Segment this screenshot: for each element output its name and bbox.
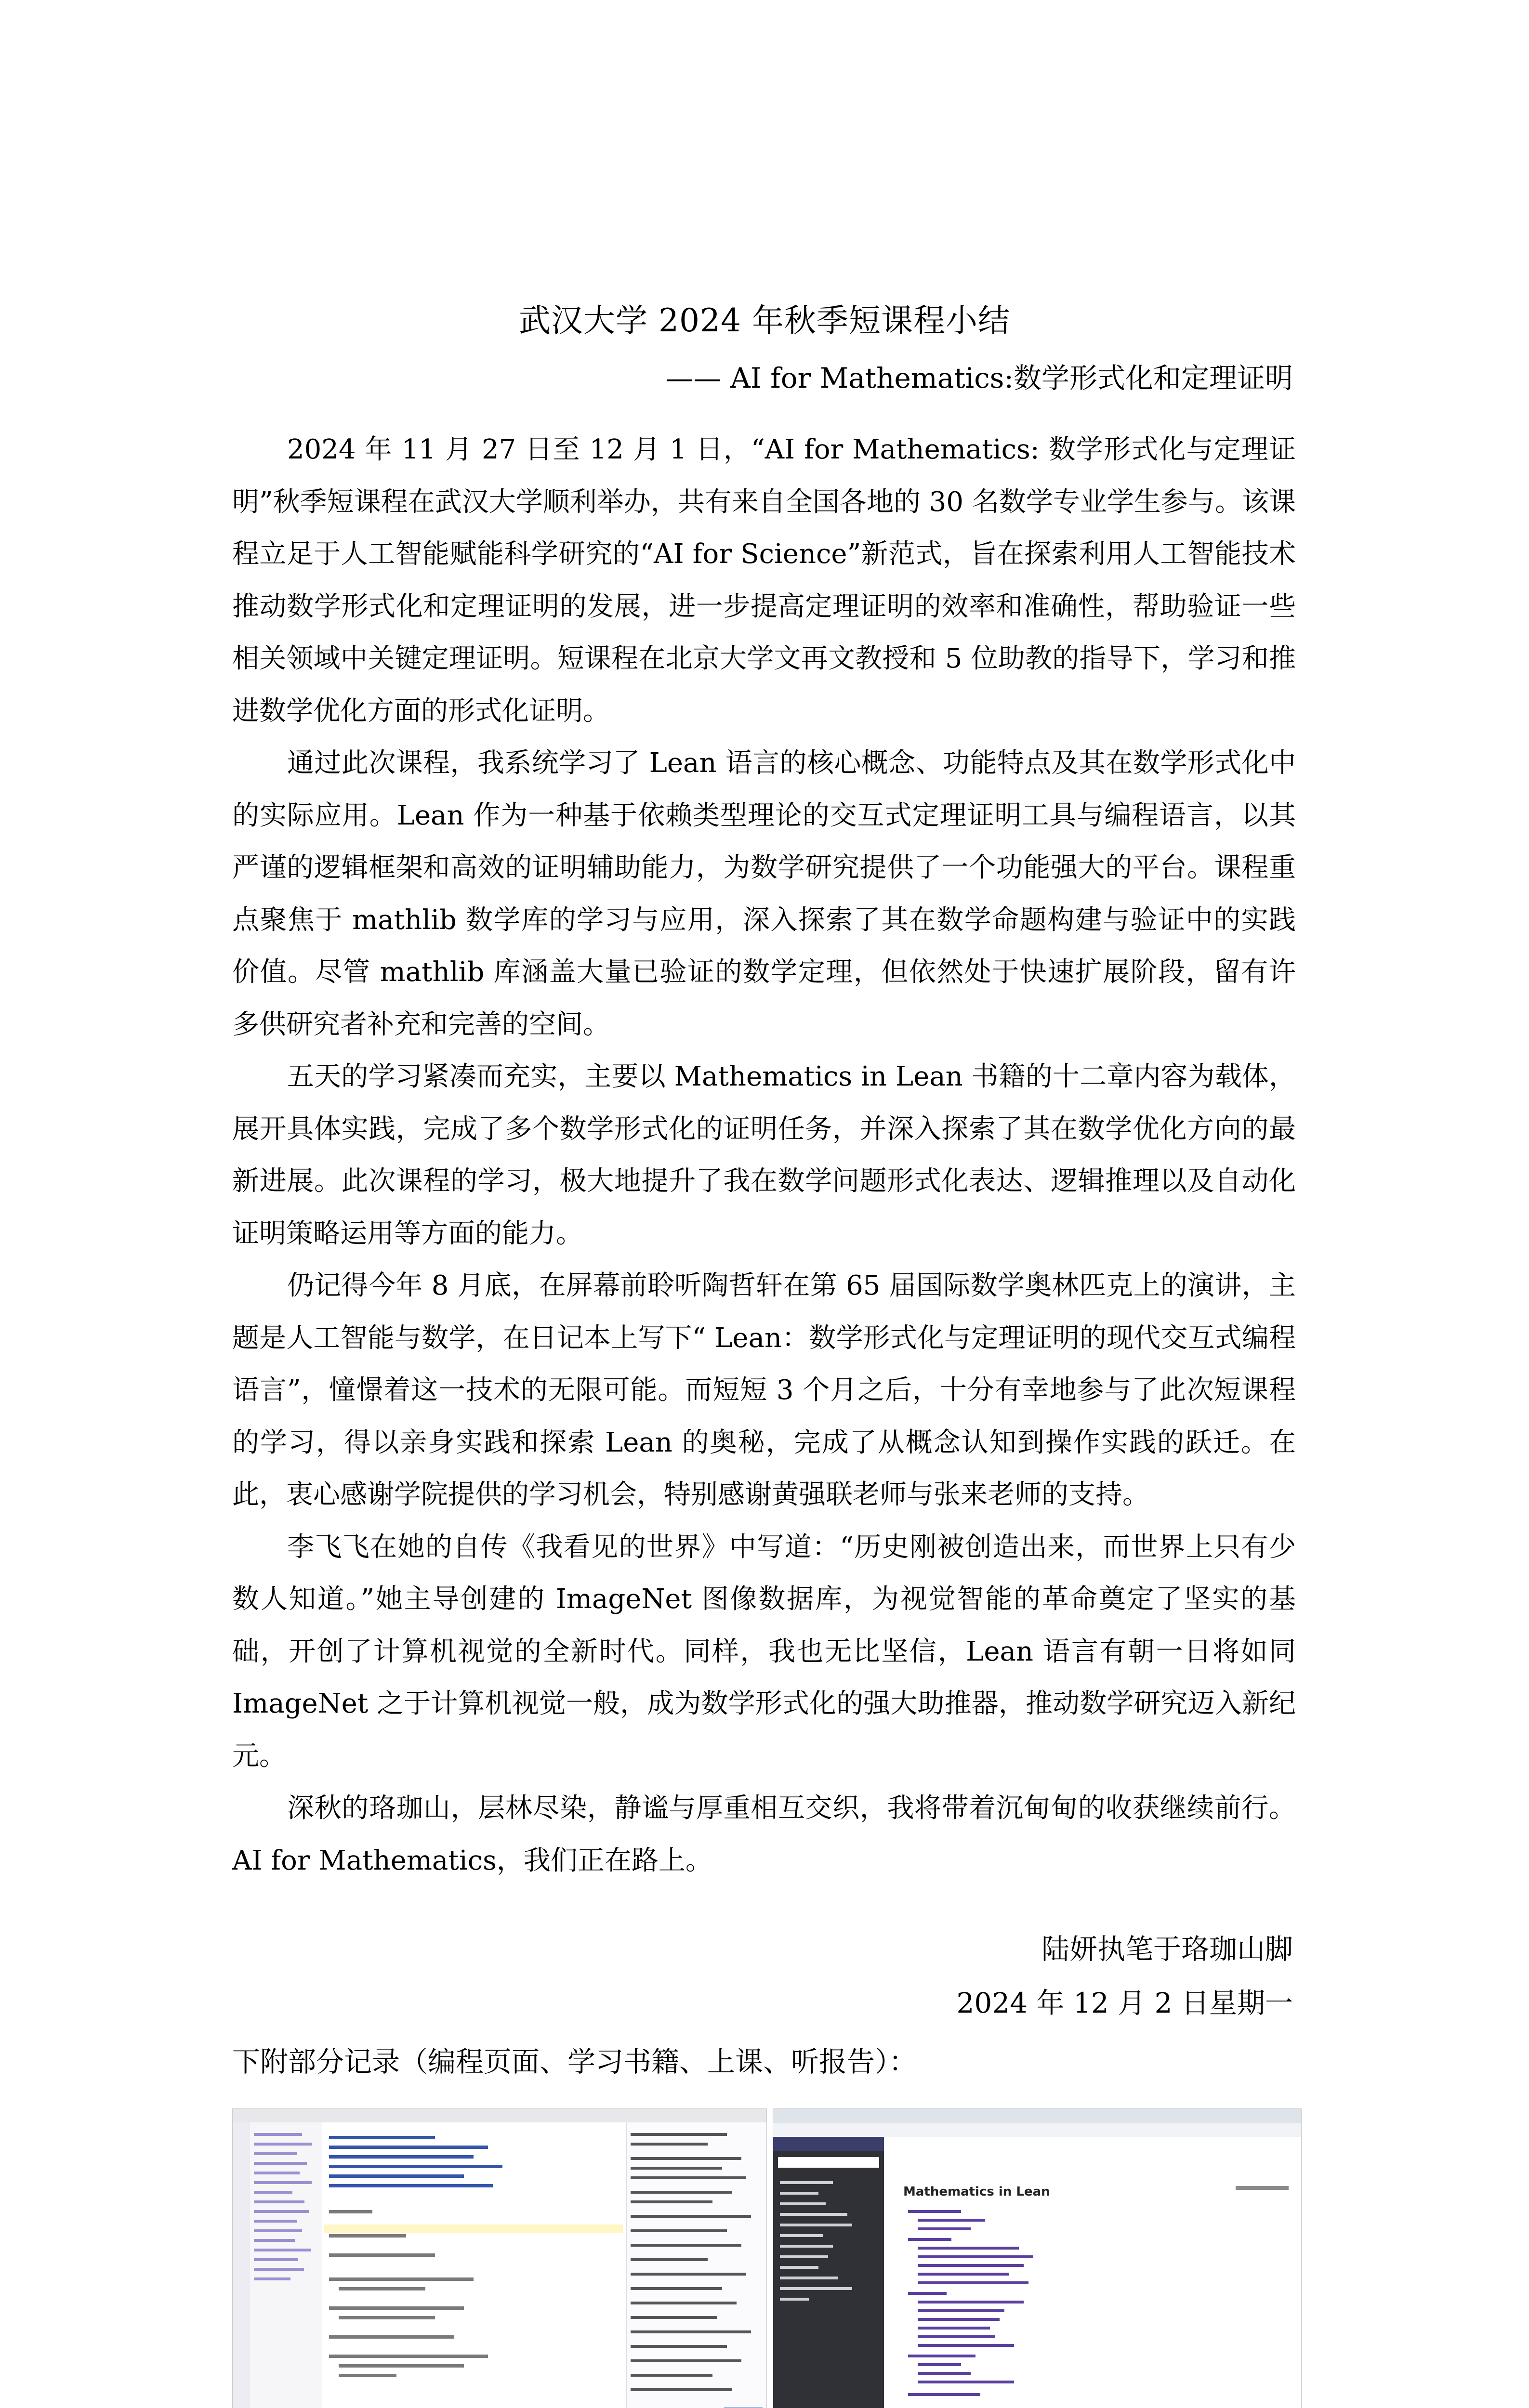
attachment-caption: 下附部分记录（编程页面、学习书籍、上课、听报告）： xyxy=(232,2045,917,2078)
vscode-illustration xyxy=(233,2109,766,2408)
paragraph: 李飞飞在她的自传《我看见的世界》中写道：“历史刚被创造出来，而世界上只有少数人知道。”她主导创建的 ImageNet 图像数据库，为视觉智能的革命奠定了坚实的基础，开创了计算机视觉的全新时代。同样，我也无比坚信，Lean 语言有朝一日将如同 ImageNet 之于计算机视觉一般，成为数学形式化的强大助推器，推动数学研究迈入新纪元。 xyxy=(232,1531,1296,1772)
paragraph: 通过此次课程，我系统学习了 Lean 语言的核心概念、功能特点及其在数学形式化中的实际应用。Lean 作为一种基于依赖类型理论的交互式定理证明工具与编程语言，以其严谨的逻辑框架和高效的证明辅助能力，为数学研究提供了一个功能强大的平台。课程重点聚焦于 mathlib 数学库的学习与应用，深入探索了其在数学命题构建与验证中的实践价值。尽管 mathlib 库涵盖大量已验证的数学定理，但依然处于快速扩展阶段，留有许多供研究者补充和完善的空间。 xyxy=(232,747,1296,1040)
document-body xyxy=(232,424,1296,1887)
paragraph: 深秋的珞珈山，层林尽染，静谧与厚重相互交织，我将带着沉甸甸的收获继续前行。AI for Mathematics，我们正在路上。 xyxy=(232,1793,1296,1876)
paragraph: 2024 年 11 月 27 日至 12 月 1 日，“AI for Mathematics: 数学形式化与定理证明”秋季短课程在武汉大学顺利举办，共有来自全国各地的 30 名数学专业学生参与。该课程立足于人工智能赋能科学研究的“AI for Science”新范式，旨在探索利用人工智能技术推动数学形式化和定理证明的发展，进一步提高定理证明的效率和准确性，帮助验证一些相关领域中关键定理证明。短课程在北京大学文再文教授和 5 位助教的指导下，学习和推进数学优化方面的形式化证明。 xyxy=(232,434,1296,727)
paragraph: 五天的学习紧凑而充实，主要以 Mathematics in Lean 书籍的十二章内容为载体，展开具体实践，完成了多个数学形式化的证明任务，并深入探索了其在数学优化方向的最新进展。此次课程的学习，极大地提升了我在数学问题形式化表达、逻辑推理以及自动化证明策略运用等方面的能力。 xyxy=(232,1061,1296,1249)
paragraph: 仍记得今年 8 月底，在屏幕前聆听陶哲轩在第 65 届国际数学奥林匹克上的演讲，主题是人工智能与数学，在日记本上写下“ Lean：数学形式化与定理证明的现代交互式编程语言”，憧憬着这一技术的无限可能。而短短 3 个月之后，十分有幸地参与了此次短课程的学习，得以亲身实践和探索 Lean 的奥秘，完成了从概念认知到操作实践的跃迁。在此，衷心感谢学院提供的学习机会，特别感谢黄强联老师与张来老师的支持。 xyxy=(232,1270,1296,1510)
signature-date: 2024 年 12 月 2 日星期一 xyxy=(956,1987,1293,2019)
document-subtitle: —— AI for Mathematics:数学形式化和定理证明 xyxy=(665,362,1293,394)
book-illustration xyxy=(773,2109,1301,2408)
vscode-screenshot-photo xyxy=(232,2108,767,2408)
document-title: 武汉大学 2024 年秋季短课程小结 xyxy=(519,302,1010,339)
signature-author: 陆妍执笔于珞珈山脚 xyxy=(1041,1933,1293,1965)
book-page-title: Mathematics in Lean xyxy=(903,2185,1050,2199)
book-screenshot-photo xyxy=(773,2108,1302,2408)
